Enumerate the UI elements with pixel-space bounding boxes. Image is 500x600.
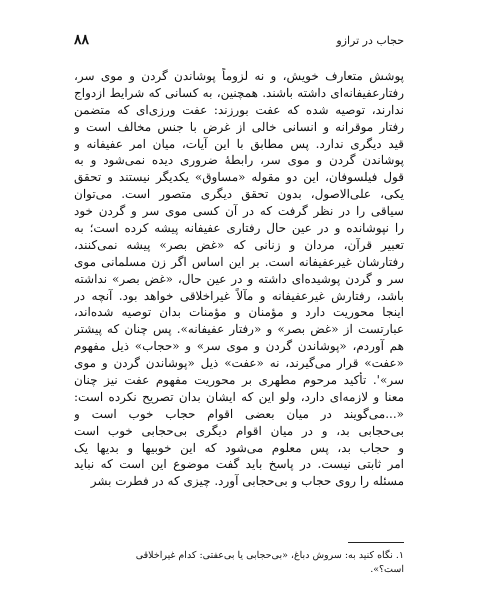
body-line: سر و گردن پوشیده‌ای داشته و در عین حال، «غض بصر» نداشته (74, 271, 404, 286)
body-line: سیاقی را در نظر گرفت که در آن کسی موی سر و گردن خود (74, 204, 404, 219)
body-line: قید دیگری ندارد. پس مطابق با این آیات، میان امر عفیفانه و (74, 136, 404, 151)
body-line: باشد، رفتارش غیرعفیفانه و مآلاً غیراخلاقی خواهد بود. آنچه در (74, 288, 404, 303)
footnote-separator (348, 542, 404, 543)
body-line: رفتارشان غیرعفیفانه است. بر این اساس اگر زن مسلمانی موی (74, 254, 404, 269)
footnote-line: است؟». (370, 564, 404, 575)
body-line: «عفت» قرار می‌گیرند، نه «عفت» ذیل «پوشاندن گردن و موی (74, 356, 404, 371)
body-line: تعبیر قرآن، مردان و زنانی که «غض بصر» پیشه نمی‌کنند، (74, 237, 404, 252)
page-header (74, 32, 404, 52)
body-line: مسئله را روی حجاب و بی‌حجابی آورد. چیزی که در فطرت بشر (90, 474, 404, 489)
body-line: قول فیلسوفان، این دو مقوله «مساوق» یکدیگر نیستند و تحقق (74, 170, 404, 185)
body-line: پوشاندن گردن و موی سر، رابطهٔ ضروری دیده نمی‌شود و به (74, 153, 404, 168)
body-line: «...می‌گویند در میان بعضی اقوام حجاب خوب است و (74, 406, 404, 421)
body-text (74, 68, 404, 490)
body-line: بی‌حجابی بد، و در میان اقوام دیگری بی‌حجابی خوب است (74, 423, 404, 438)
body-line: اینجا محوریت دارد و مؤمنان و مؤمنات بدان توصیه شده‌اند، (74, 305, 404, 320)
body-line: پوشش متعارف خویش، و نه لزوماً پوشاندن گردن و موی سر، (74, 69, 404, 83)
body-line: رفتارعفیفانه‌ای داشته باشند. همچنین، به کسانی که شرایط ازدواج (74, 85, 404, 100)
footnote-line: ۱. نگاه کنید به: سروش دباغ، «بی‌حجابی یا بی‌عفتی: کدام غیراخلاقی (135, 550, 404, 561)
body-line: معنا و لازمه‌ای دارد، ولو این که ایشان بدان تصریح نکرده است: (74, 389, 404, 404)
body-line: هم آوردم، «پوشاندن گردن و موی سر» و «حجاب» ذیل مفهوم (74, 339, 404, 354)
body-line: سر»'. تأکید مرحوم مطهری بر محوریت مفهوم عفت نیز چنان (74, 373, 404, 388)
running-title: حجاب در ترازو (336, 34, 404, 47)
footnote (74, 549, 404, 577)
body-line: عبارتست از «غض بصر» و «رفتار عفیفانه». پس چنان که پیشتر (74, 322, 404, 337)
body-line: و حجاب بد، پس معلوم می‌شود که این خوبیها و بدیها یک (74, 440, 404, 455)
body-line: یکی، علی‌الاصول، بدون تحقق دیگری متصور است. می‌توان (74, 187, 404, 202)
body-line: را نپوشانده و در عین حال رفتاری عفیفانه پیشه کرده است؛ به (74, 221, 404, 236)
page-number: ۸۸ (74, 32, 90, 48)
body-line: امر ثابتی نیست. در پاسخ باید گفت موضوع این است که نباید (74, 457, 404, 472)
body-line: رفتار موقرانه و انسانی خالی از غرض با جنس مخالف است و (74, 119, 404, 134)
body-line: ندارند، توصیه شده که عفت بورزند: عفت ورزی‌ای که متضمن (74, 102, 404, 117)
